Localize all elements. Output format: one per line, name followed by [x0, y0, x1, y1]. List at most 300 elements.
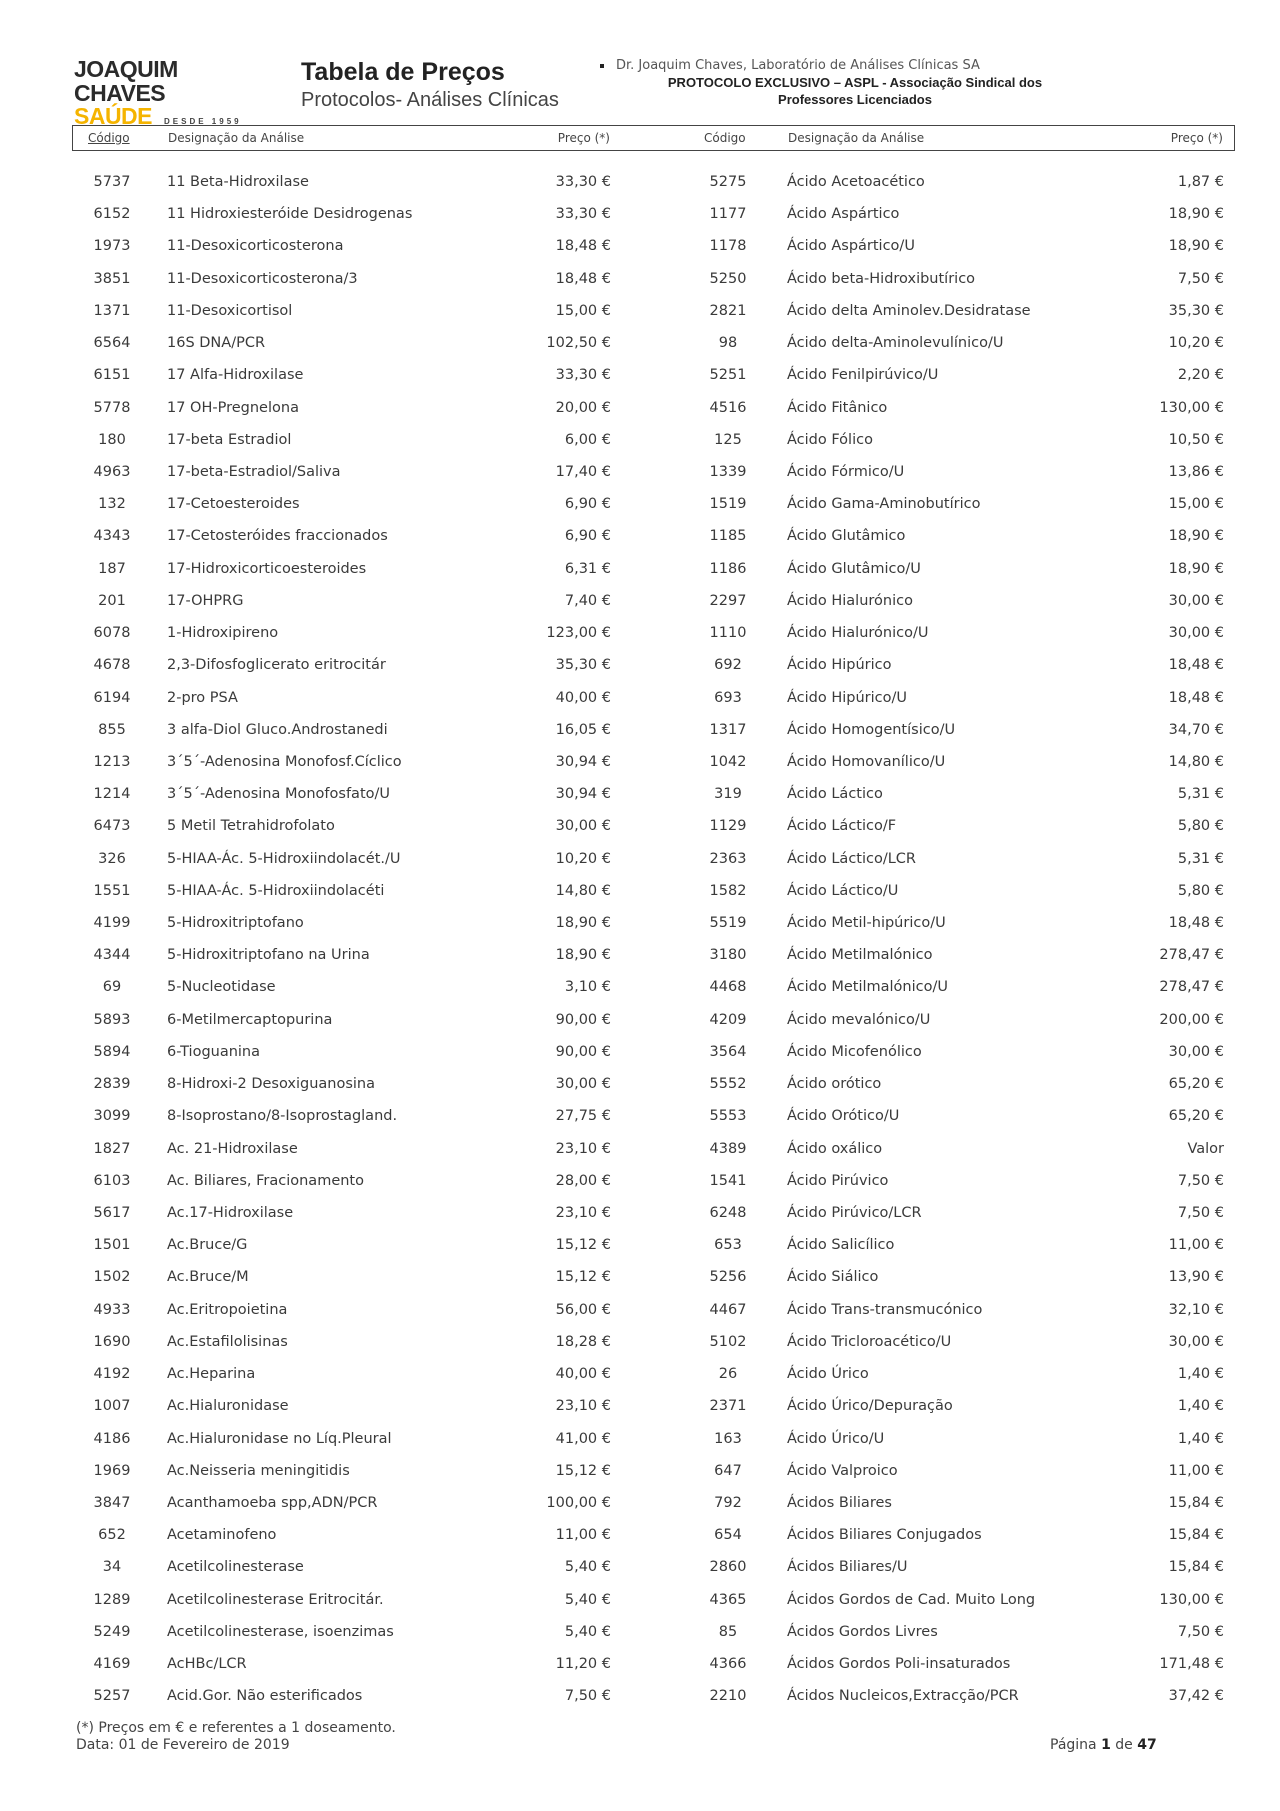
cell-price-2: 15,00 € [1168, 496, 1224, 513]
cell-price-2: 15,84 € [1168, 1527, 1224, 1544]
cell-code-1: 1551 [93, 882, 131, 899]
cell-price-2: 7,50 € [1177, 1623, 1224, 1640]
cell-price-1: 23,10 € [555, 1398, 611, 1415]
cell-designation-1: Acetaminofeno [167, 1527, 277, 1544]
cell-code-1: 4678 [93, 657, 131, 674]
cell-code-1: 1827 [93, 1140, 131, 1157]
table-row [72, 621, 1235, 653]
cell-designation-1: Acid.Gor. Não esterificados [167, 1688, 363, 1705]
cell-designation-2: Ácido Aspártico/U [787, 238, 915, 255]
cell-designation-2: Ácido Fórmico/U [787, 463, 905, 480]
table-row [72, 975, 1235, 1007]
cell-code-1: 3851 [93, 270, 131, 287]
cell-price-1: 41,00 € [555, 1430, 611, 1447]
cell-price-2: 34,70 € [1168, 721, 1224, 738]
cell-code-2: 5250 [709, 270, 747, 287]
cell-code-2: 98 [718, 335, 738, 352]
cell-price-2: 35,30 € [1168, 302, 1224, 319]
cell-designation-1: 17 OH-Pregnelona [167, 399, 299, 416]
cell-designation-1: 3´5´-Adenosina Monofosf.Cíclico [167, 753, 402, 770]
cell-code-1: 855 [98, 721, 126, 738]
cell-designation-1: Ac.Estafilolisinas [167, 1333, 288, 1350]
cell-code-1: 4963 [93, 463, 131, 480]
cell-price-1: 7,40 € [564, 592, 611, 609]
cell-price-2: 5,80 € [1177, 882, 1224, 899]
cell-designation-2: Ácido orótico [787, 1076, 882, 1093]
cell-price-1: 23,10 € [555, 1205, 611, 1221]
cell-code-1: 1007 [93, 1398, 131, 1415]
footer-date: Data: 01 de Fevereiro de 2019 [76, 1737, 290, 1753]
cell-designation-1: 11-Desoxicorticosterona/3 [167, 270, 358, 287]
cell-designation-2: Ácido delta-Aminolevulínico/U [787, 335, 1004, 352]
cell-designation-2: Ácidos Nucleicos,Extracção/PCR [787, 1688, 1019, 1705]
cell-price-2: 11,00 € [1168, 1462, 1224, 1479]
table-row [72, 202, 1235, 234]
table-row [72, 1620, 1235, 1652]
cell-price-1: 33,30 € [555, 206, 611, 223]
cell-designation-2: Ácido Hipúrico [787, 657, 892, 674]
table-row [72, 750, 1235, 782]
cell-designation-1: 17-OHPRG [167, 592, 244, 609]
cell-code-2: 6248 [709, 1205, 747, 1221]
cell-code-1: 5249 [93, 1623, 131, 1640]
cell-designation-1: 11-Desoxicorticosterona [167, 238, 344, 255]
cell-price-1: 7,50 € [564, 1688, 611, 1705]
page-total: 47 [1137, 1737, 1157, 1753]
cell-price-2: 1,40 € [1177, 1398, 1224, 1415]
cell-designation-1: 17-beta Estradiol [167, 431, 292, 448]
cell-designation-1: 8-Isoprostano/8-Isoprostagland. [167, 1108, 398, 1125]
table-row [72, 1588, 1235, 1620]
page-current: 1 [1101, 1737, 1111, 1753]
cell-price-2: 1,40 € [1177, 1430, 1224, 1447]
cell-code-2: 4516 [709, 399, 747, 416]
cell-designation-1: 5-Hidroxitriptofano [167, 915, 304, 932]
cell-designation-2: Ácido Láctico [787, 786, 883, 803]
cell-code-1: 326 [98, 850, 126, 867]
cell-price-2: 30,00 € [1168, 592, 1224, 609]
cell-designation-1: Acetilcolinesterase [167, 1559, 304, 1576]
header-designation-1: Designação da Análise [168, 131, 305, 145]
table-row [72, 911, 1235, 943]
table-row [72, 1330, 1235, 1362]
cell-designation-2: Ácido Acetoacético [787, 174, 925, 190]
cell-code-2: 5256 [709, 1269, 747, 1286]
cell-code-2: 26 [718, 1366, 738, 1383]
cell-price-1: 102,50 € [546, 335, 611, 352]
table-row [72, 1201, 1235, 1233]
header-code-1: Código [88, 131, 130, 145]
cell-price-1: 16,05 € [555, 721, 611, 738]
cell-code-1: 5737 [93, 174, 131, 190]
cell-designation-2: Ácido Fenilpirúvico/U [787, 367, 939, 384]
cell-designation-2: Ácido Aspártico [787, 206, 900, 223]
cell-price-2: 15,84 € [1168, 1559, 1224, 1576]
cell-price-2: 11,00 € [1168, 1237, 1224, 1254]
cell-price-2: 13,86 € [1168, 463, 1224, 480]
table-row [72, 943, 1235, 975]
cell-price-1: 6,90 € [564, 496, 611, 513]
cell-price-2: 30,00 € [1168, 625, 1224, 642]
table-row [72, 686, 1235, 718]
cell-designation-2: Ácido Láctico/F [787, 818, 897, 835]
lab-name: Dr. Joaquim Chaves, Laboratório de Análises Clínicas SA [616, 58, 980, 73]
table-row [72, 234, 1235, 266]
cell-code-2: 1541 [709, 1172, 747, 1189]
cell-designation-2: Ácido Fólico [787, 431, 873, 448]
table-row [72, 331, 1235, 363]
cell-price-1: 30,00 € [555, 1076, 611, 1093]
cell-code-1: 1969 [93, 1462, 131, 1479]
cell-price-1: 33,30 € [555, 367, 611, 384]
cell-designation-1: Ac.Hialuronidase no Líq.Pleural [167, 1430, 392, 1447]
table-row [72, 1040, 1235, 1072]
cell-price-2: 10,50 € [1168, 431, 1224, 448]
cell-code-1: 6564 [93, 335, 131, 352]
cell-designation-1: 11-Desoxicortisol [167, 302, 293, 319]
cell-price-1: 33,30 € [555, 174, 611, 190]
cell-price-1: 23,10 € [555, 1140, 611, 1157]
cell-designation-2: Ácido Hipúrico/U [787, 689, 908, 706]
cell-code-1: 5617 [93, 1205, 131, 1221]
cell-code-2: 4389 [709, 1140, 747, 1157]
cell-price-2: 200,00 € [1159, 1011, 1224, 1028]
table-row [72, 428, 1235, 460]
cell-code-1: 4343 [93, 528, 131, 545]
footer [76, 1720, 396, 1754]
cell-code-2: 1110 [709, 625, 747, 642]
table-row [72, 718, 1235, 750]
logo-name: JOAQUIM CHAVES [74, 56, 178, 106]
cell-designation-1: 17-beta-Estradiol/Saliva [167, 463, 341, 480]
cell-code-2: 319 [714, 786, 742, 803]
cell-price-2: 7,50 € [1177, 270, 1224, 287]
cell-code-2: 5102 [709, 1333, 747, 1350]
cell-designation-1: 5-Hidroxitriptofano na Urina [167, 947, 370, 964]
cell-designation-1: Ac.Heparina [167, 1366, 256, 1383]
cell-designation-2: Ácido mevalónico/U [787, 1011, 931, 1028]
cell-designation-1: AcHBc/LCR [167, 1656, 247, 1673]
cell-designation-1: 11 Beta-Hidroxilase [167, 174, 309, 190]
cell-price-1: 40,00 € [555, 689, 611, 706]
table-row [72, 396, 1235, 428]
cell-designation-1: Ac.Eritropoietina [167, 1301, 288, 1318]
cell-price-1: 18,90 € [555, 947, 611, 964]
cell-code-1: 1502 [93, 1269, 131, 1286]
cell-code-2: 5552 [709, 1076, 747, 1093]
cell-price-1: 15,12 € [555, 1462, 611, 1479]
cell-designation-2: Ácido Metil-hipúrico/U [787, 915, 946, 932]
table-row [72, 1459, 1235, 1491]
table-row [72, 1427, 1235, 1459]
cell-designation-1: 5-HIAA-Ác. 5-Hidroxiindolacét./U [167, 850, 401, 867]
table-row [72, 782, 1235, 814]
cell-designation-2: Ácido Metilmalónico/U [787, 979, 948, 996]
cell-code-1: 1214 [93, 786, 131, 803]
cell-code-2: 647 [714, 1462, 742, 1479]
cell-price-1: 11,20 € [555, 1656, 611, 1673]
cell-designation-1: 17 Alfa-Hidroxilase [167, 367, 304, 384]
logo-saude: SAÚDE [74, 103, 153, 129]
cell-code-2: 1177 [709, 206, 747, 223]
cell-designation-2: Ácidos Gordos de Cad. Muito Long [787, 1591, 1036, 1608]
footer-note: (*) Preços em € e referentes a 1 doseamento. [76, 1720, 396, 1736]
cell-code-2: 4209 [709, 1011, 747, 1028]
header-price-1: Preço (*) [557, 131, 610, 145]
cell-designation-2: Ácido Hialurónico/U [787, 625, 929, 642]
cell-code-1: 4933 [93, 1301, 131, 1318]
table-row [72, 267, 1235, 299]
cell-price-2: 14,80 € [1168, 753, 1224, 770]
cell-designation-1: 17-Cetosteróides fraccionados [167, 528, 388, 545]
table-row [72, 1104, 1235, 1136]
header-price-2: Preço (*) [1170, 131, 1223, 145]
cell-code-1: 180 [98, 431, 126, 448]
cell-code-1: 5778 [93, 399, 131, 416]
cell-price-2: 10,20 € [1168, 335, 1224, 352]
cell-price-1: 27,75 € [555, 1108, 611, 1125]
cell-designation-1: Acetilcolinesterase, isoenzimas [167, 1623, 394, 1640]
table-row [72, 492, 1235, 524]
cell-designation-2: Ácido delta Aminolev.Desidratase [787, 302, 1031, 319]
cell-price-1: 15,12 € [555, 1269, 611, 1286]
page-of: de [1115, 1737, 1133, 1753]
cell-code-2: 654 [714, 1527, 742, 1544]
cell-designation-2: Ácido Homogentísico/U [787, 721, 956, 738]
cell-designation-1: 5-Nucleotidase [167, 979, 276, 996]
cell-price-2: 278,47 € [1159, 979, 1224, 996]
cell-designation-2: Ácido oxálico [787, 1140, 883, 1157]
page-number [1050, 1737, 1157, 1753]
cell-code-2: 3180 [709, 947, 747, 964]
cell-code-1: 4169 [93, 1656, 131, 1673]
cell-price-2: 18,48 € [1168, 915, 1224, 932]
table-row [72, 653, 1235, 685]
cell-designation-1: 8-Hidroxi-2 Desoxiguanosina [167, 1076, 376, 1093]
cell-code-1: 6151 [93, 367, 131, 384]
cell-code-2: 4468 [709, 979, 747, 996]
cell-code-1: 5894 [93, 1043, 131, 1060]
table-row [72, 1072, 1235, 1104]
cell-price-2: 278,47 € [1159, 947, 1224, 964]
cell-designation-1: 2,3-Difosfoglicerato eritrocitár [167, 657, 386, 674]
table-row [72, 460, 1235, 492]
cell-price-2: 30,00 € [1168, 1333, 1224, 1350]
cell-designation-1: Acanthamoeba spp,ADN/PCR [167, 1494, 378, 1511]
cell-designation-1: 1-Hidroxipireno [167, 625, 279, 642]
cell-code-1: 4199 [93, 915, 131, 932]
cell-price-1: 5,40 € [564, 1623, 611, 1640]
cell-code-1: 4344 [93, 947, 131, 964]
cell-code-2: 1186 [709, 560, 747, 577]
cell-code-1: 201 [98, 592, 126, 609]
cell-price-1: 30,00 € [555, 818, 611, 835]
cell-code-2: 5275 [709, 174, 747, 190]
cell-price-2: 1,40 € [1177, 1366, 1224, 1383]
cell-code-2: 792 [714, 1494, 742, 1511]
table-row [72, 589, 1235, 621]
cell-code-1: 5257 [93, 1688, 131, 1705]
cell-code-1: 6103 [93, 1172, 131, 1189]
cell-code-1: 5893 [93, 1011, 131, 1028]
cell-designation-2: Ácido Úrico [787, 1366, 869, 1383]
cell-code-2: 5251 [709, 367, 747, 384]
cell-code-2: 2297 [709, 592, 747, 609]
cell-code-1: 6152 [93, 206, 131, 223]
cell-code-1: 1213 [93, 753, 131, 770]
table-row [72, 1008, 1235, 1040]
cell-designation-2: Ácido Orótico/U [787, 1108, 900, 1125]
cell-price-1: 18,90 € [555, 915, 611, 932]
cell-price-2: 37,42 € [1168, 1688, 1224, 1705]
cell-code-1: 1501 [93, 1237, 131, 1254]
cell-designation-1: 17-Cetoesteroides [167, 496, 300, 513]
table-row [72, 1394, 1235, 1426]
cell-code-2: 4365 [709, 1591, 747, 1608]
cell-price-1: 20,00 € [555, 399, 611, 416]
cell-price-1: 11,00 € [555, 1527, 611, 1544]
cell-price-2: 130,00 € [1159, 1591, 1224, 1608]
cell-designation-2: Ácido Glutâmico/U [787, 560, 921, 577]
table-row [72, 1137, 1235, 1169]
page-prefix: Página [1050, 1737, 1097, 1753]
cell-price-2: 1,87 € [1177, 174, 1224, 190]
cell-designation-2: Ácido Láctico/U [787, 882, 899, 899]
cell-price-2: 18,90 € [1168, 238, 1224, 255]
cell-designation-2: Ácido Pirúvico/LCR [787, 1205, 922, 1221]
cell-price-1: 14,80 € [555, 882, 611, 899]
cell-price-1: 5,40 € [564, 1591, 611, 1608]
bullet-icon [600, 64, 604, 68]
cell-code-1: 4186 [93, 1430, 131, 1447]
cell-designation-1: Acetilcolinesterase Eritrocitár. [167, 1591, 384, 1608]
cell-price-2: 18,48 € [1168, 657, 1224, 674]
cell-designation-2: Ácidos Biliares Conjugados [787, 1527, 982, 1544]
cell-designation-2: Ácidos Biliares/U [787, 1559, 908, 1576]
cell-price-2: 30,00 € [1168, 1043, 1224, 1060]
cell-code-1: 34 [102, 1559, 122, 1576]
cell-designation-2: Ácido Fitânico [787, 399, 888, 416]
cell-code-1: 3847 [93, 1494, 131, 1511]
cell-code-2: 2363 [709, 850, 747, 867]
table-row [72, 1523, 1235, 1555]
cell-designation-2: Ácidos Gordos Poli-insaturados [787, 1656, 1011, 1673]
cell-code-1: 69 [102, 979, 122, 996]
cell-designation-2: Ácido Úrico/U [787, 1430, 885, 1447]
cell-code-1: 1289 [93, 1591, 131, 1608]
table-row [72, 1491, 1235, 1523]
cell-designation-2: Ácido Salicílico [787, 1237, 895, 1254]
cell-designation-2: Ácido Hialurónico [787, 592, 913, 609]
cell-designation-1: Ac.Hialuronidase [167, 1398, 289, 1415]
cell-price-1: 5,40 € [564, 1559, 611, 1576]
cell-code-2: 1519 [709, 496, 747, 513]
table-row [72, 299, 1235, 331]
cell-price-2: 5,31 € [1177, 850, 1224, 867]
cell-designation-1: Ac.Bruce/M [167, 1269, 249, 1286]
cell-designation-1: 16S DNA/PCR [167, 335, 266, 352]
cell-code-1: 2839 [93, 1076, 131, 1093]
cell-designation-2: Ácido Tricloroacético/U [787, 1333, 952, 1350]
cell-price-1: 17,40 € [555, 463, 611, 480]
cell-designation-2: Ácido beta-Hidroxibutírico [787, 270, 976, 287]
cell-designation-1: Ac. Biliares, Fracionamento [167, 1172, 364, 1189]
cell-designation-1: Ac.Bruce/G [167, 1237, 248, 1254]
logo-since: DESDE 1959 [164, 117, 242, 126]
cell-price-1: 123,00 € [546, 625, 611, 642]
cell-code-1: 132 [98, 496, 126, 513]
table-row [72, 557, 1235, 589]
cell-designation-2: Ácido Micofenólico [787, 1043, 922, 1060]
cell-designation-2: Ácido Glutâmico [787, 528, 906, 545]
cell-price-2: Valor [1187, 1140, 1224, 1157]
cell-price-1: 18,48 € [555, 270, 611, 287]
cell-designation-1: Ac.Neisseria meningitidis [167, 1462, 350, 1479]
page-title: Tabela de Preços [301, 58, 505, 86]
cell-code-2: 692 [714, 657, 742, 674]
cell-designation-2: Ácido Metilmalónico [787, 947, 933, 964]
cell-price-1: 28,00 € [555, 1172, 611, 1189]
cell-price-1: 30,94 € [555, 753, 611, 770]
table-row [72, 170, 1235, 202]
cell-price-1: 15,00 € [555, 302, 611, 319]
cell-code-2: 3564 [709, 1043, 747, 1060]
table-row [72, 1265, 1235, 1297]
cell-price-2: 18,48 € [1168, 689, 1224, 706]
cell-designation-2: Ácido Homovanílico/U [787, 753, 946, 770]
cell-code-2: 5519 [709, 915, 747, 932]
cell-code-2: 1042 [709, 753, 747, 770]
cell-price-2: 18,90 € [1168, 206, 1224, 223]
cell-code-1: 1371 [93, 302, 131, 319]
cell-code-1: 1973 [93, 238, 131, 255]
cell-code-1: 6078 [93, 625, 131, 642]
cell-code-1: 3099 [93, 1108, 131, 1125]
cell-code-1: 1690 [93, 1333, 131, 1350]
cell-price-1: 35,30 € [555, 657, 611, 674]
cell-price-1: 6,00 € [564, 431, 611, 448]
cell-code-1: 6194 [93, 689, 131, 706]
header-code-2: Código [704, 131, 746, 145]
cell-price-2: 13,90 € [1168, 1269, 1224, 1286]
cell-code-2: 5553 [709, 1108, 747, 1125]
cell-code-2: 2821 [709, 302, 747, 319]
cell-designation-1: 6-Tioguanina [167, 1043, 261, 1060]
price-table [72, 170, 1235, 1717]
cell-designation-1: 6-Metilmercaptopurina [167, 1011, 333, 1028]
cell-code-2: 1185 [709, 528, 747, 545]
table-row [72, 524, 1235, 556]
cell-code-2: 85 [718, 1623, 738, 1640]
table-row [72, 1555, 1235, 1587]
table-row [72, 1233, 1235, 1265]
cell-price-2: 18,90 € [1168, 560, 1224, 577]
cell-price-1: 30,94 € [555, 786, 611, 803]
cell-price-2: 5,80 € [1177, 818, 1224, 835]
cell-code-1: 4192 [93, 1366, 131, 1383]
cell-price-1: 18,28 € [555, 1333, 611, 1350]
company-logo [74, 57, 274, 133]
cell-code-2: 1129 [709, 818, 747, 835]
table-header [72, 125, 1235, 151]
page-subtitle: Protocolos- Análises Clínicas [301, 89, 559, 111]
cell-price-1: 15,12 € [555, 1237, 611, 1254]
cell-price-2: 171,48 € [1159, 1656, 1224, 1673]
table-row [72, 1684, 1235, 1716]
cell-code-1: 6473 [93, 818, 131, 835]
cell-price-2: 7,50 € [1177, 1205, 1224, 1221]
cell-designation-1: 11 Hidroxiesteróide Desidrogenas [167, 206, 413, 223]
